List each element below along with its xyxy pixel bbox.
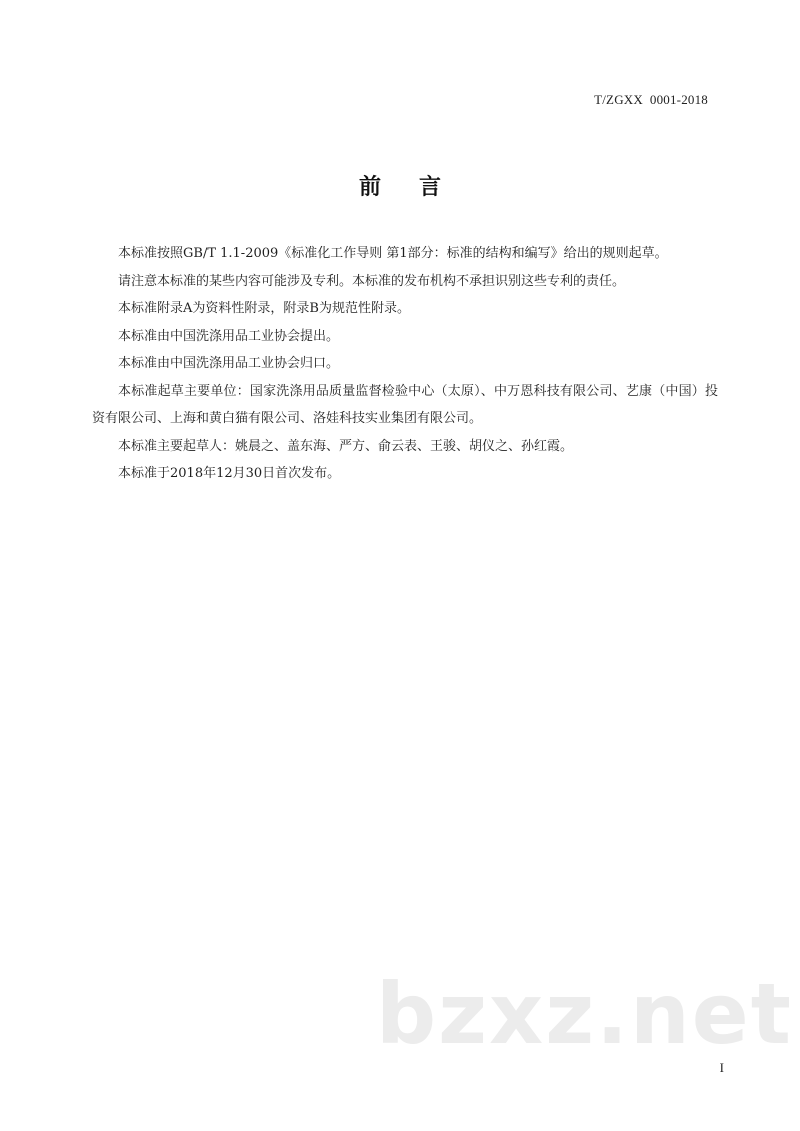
page-title: 前言 (358, 175, 479, 200)
paragraph-appendix: 本标准附录A为资料性附录，附录B为规范性附录。 (118, 301, 410, 316)
paragraph-centralized-by: 本标准由中国洗涤用品工业协会归口。 (118, 356, 340, 371)
paragraph-drafters: 本标准主要起草人：姚晨之、盖东海、严方、俞云表、王骏、胡仪之、孙红霞。 (118, 438, 574, 454)
document-code: T/ZGXX 0001-2018 (594, 92, 708, 107)
watermark: bzxz.net (376, 965, 793, 1063)
paragraph-proposed-by: 本标准由中国洗涤用品工业协会提出。 (118, 328, 340, 344)
paragraph-drafting-rules: 本标准按照GB/T 1.1-2009《标准化工作导则 第1部分：标准的结构和编写》给出的规则起草。 (118, 246, 668, 261)
foreword-body (92, 240, 718, 488)
paragraph-release-date: 本标准于2018年12月30日首次发布。 (118, 466, 341, 481)
paragraph-drafting-units: 本标准起草主要单位：国家洗涤用品质量监督检验中心（太原）、中万恩科技有限公司、艺康（中国）投资有限公司、上海和黄白猫有限公司、洛娃科技实业集团有限公司。 (92, 383, 718, 426)
paragraph-patent-notice: 请注意本标准的某些内容可能涉及专利。本标准的发布机构不承担识别这些专利的责任。 (118, 273, 626, 289)
page-number: I (719, 1060, 724, 1075)
